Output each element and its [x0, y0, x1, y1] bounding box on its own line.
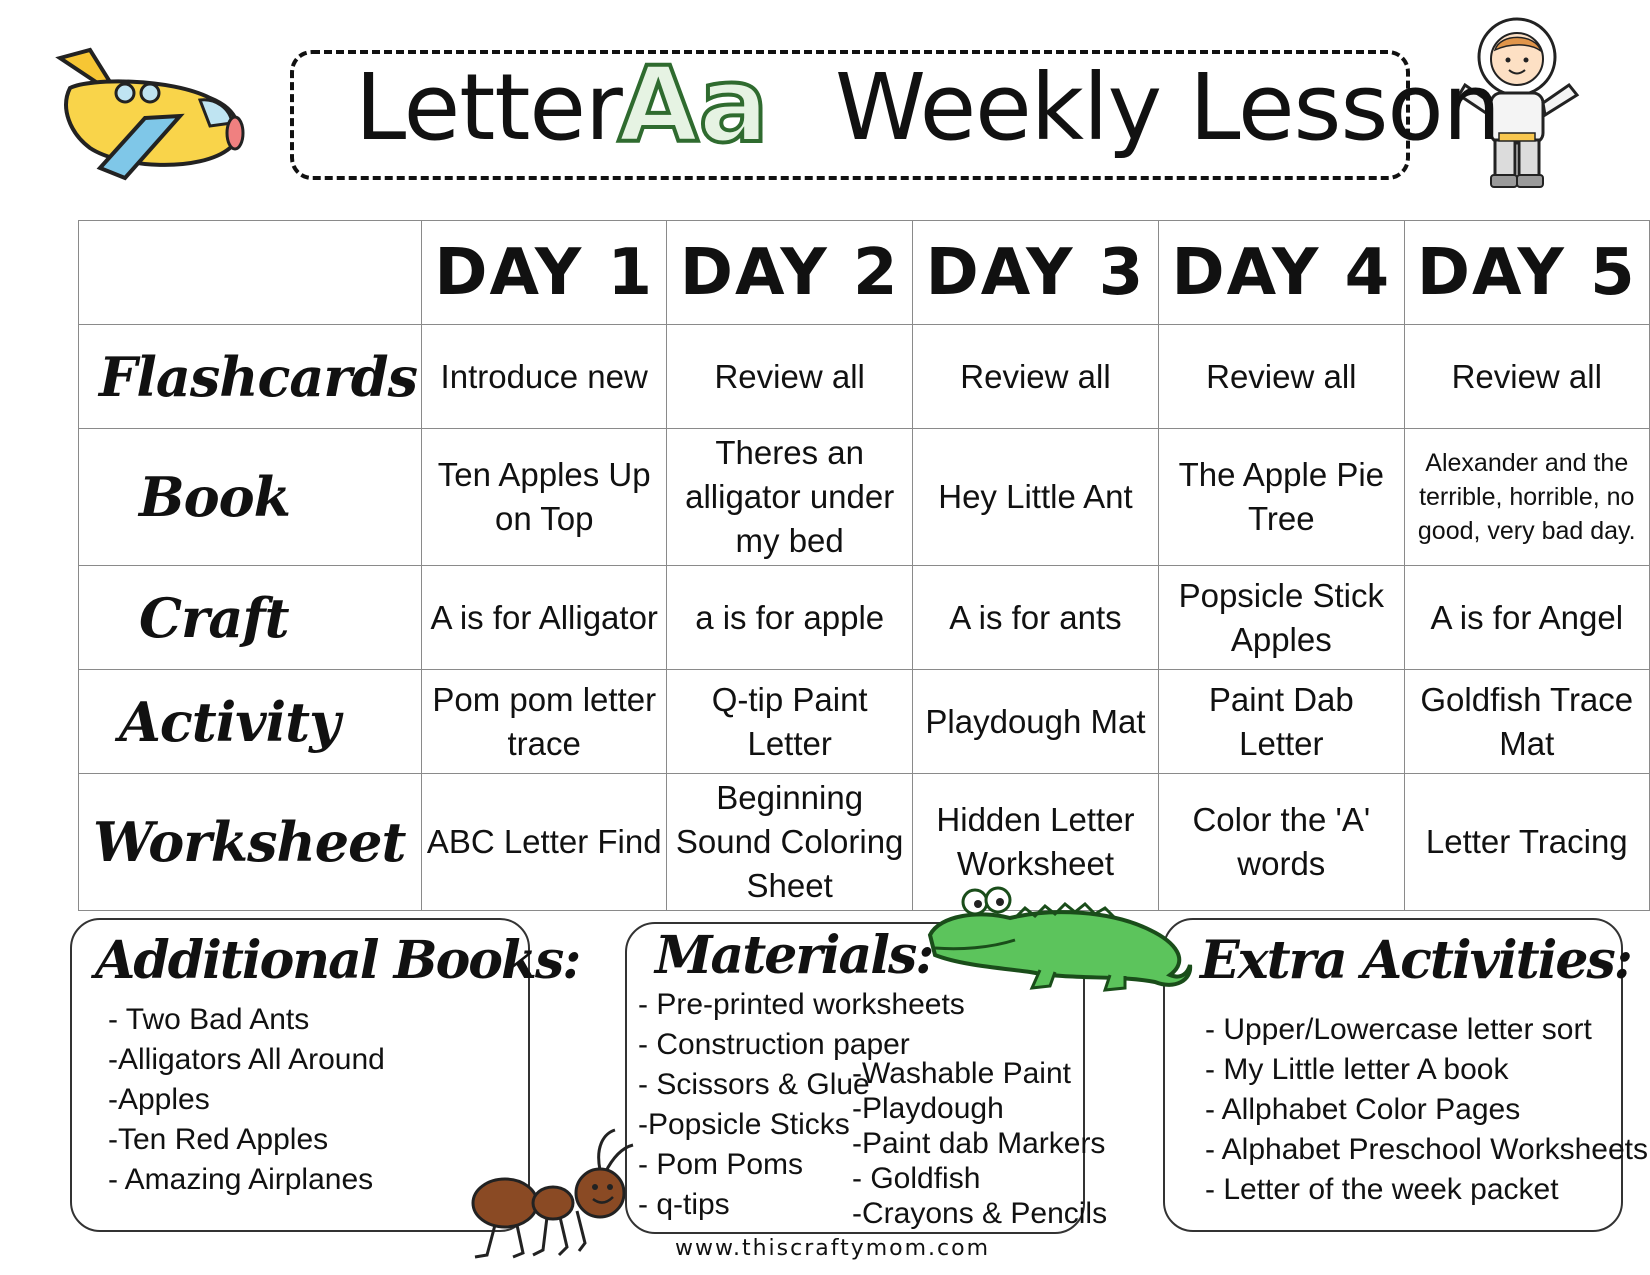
title-prefix: Letter: [355, 54, 622, 161]
day-header: DAY 3: [912, 221, 1158, 325]
list-item: -Popsicle Sticks: [638, 1108, 850, 1141]
table-cell: a is for apple: [667, 566, 912, 670]
table-cell: The Apple Pie Tree: [1159, 429, 1404, 566]
table-cell: Theres an alligator under my bed: [667, 429, 912, 566]
table-cell: Color the 'A' words: [1159, 774, 1404, 911]
table-row: [79, 429, 1650, 566]
table-row: [79, 325, 1650, 429]
table-cell: ABC Letter Find: [421, 774, 666, 911]
table-cell: Popsicle Stick Apples: [1159, 566, 1404, 670]
ant-icon: [465, 1125, 635, 1265]
row-label: Flashcards: [79, 325, 422, 429]
list-item: -Crayons & Pencils: [852, 1197, 1108, 1230]
list-item: - Letter of the week packet: [1205, 1173, 1559, 1206]
day-header: DAY 1: [421, 221, 666, 325]
table-cell: Review all: [912, 325, 1158, 429]
list-item: - Pom Poms: [638, 1148, 804, 1181]
table-cell: A is for ants: [912, 566, 1158, 670]
additional-books-title: Additional Books:: [95, 930, 580, 991]
row-label: Activity: [79, 670, 422, 774]
table-cell: A is for Alligator: [421, 566, 666, 670]
row-label: Worksheet: [79, 774, 422, 911]
lesson-table: [78, 220, 1650, 911]
table-row: [79, 670, 1650, 774]
day-header: DAY 4: [1159, 221, 1404, 325]
table-cell: Ten Apples Up on Top: [421, 429, 666, 566]
list-item: -Apples: [108, 1083, 210, 1116]
row-label: Book: [79, 429, 422, 566]
website-footer: www.thiscraftymom.com: [675, 1236, 991, 1261]
table-cell: A is for Angel: [1404, 566, 1649, 670]
table-cell: Letter Tracing: [1404, 774, 1649, 911]
materials-list-right: [852, 1056, 1107, 1231]
list-item: - Alphabet Preschool Worksheets: [1205, 1133, 1649, 1166]
list-item: - Goldfish: [852, 1162, 981, 1195]
table-cell: Goldfish Trace Mat: [1404, 670, 1649, 774]
extra-activities-list: [1205, 1010, 1648, 1210]
table-row: [79, 774, 1650, 911]
table-cell: Review all: [1404, 325, 1649, 429]
list-item: - Construction paper: [638, 1028, 910, 1061]
table-cell: Q-tip Paint Letter: [667, 670, 912, 774]
list-item: - Amazing Airplanes: [108, 1163, 374, 1196]
list-item: -Washable Paint: [852, 1057, 1071, 1090]
table-cell: Playdough Mat: [912, 670, 1158, 774]
table-row: [79, 566, 1650, 670]
list-item: - q-tips: [638, 1188, 730, 1221]
airplane-icon: [50, 38, 250, 188]
table-cell: Pom pom letter trace: [421, 670, 666, 774]
table-corner-cell: [79, 221, 422, 325]
list-item: -Ten Red Apples: [108, 1123, 329, 1156]
list-item: - Allphabet Color Pages: [1205, 1093, 1521, 1126]
table-cell: Review all: [667, 325, 912, 429]
table-cell: Beginning Sound Coloring Sheet: [667, 774, 912, 911]
table-header-row: [79, 221, 1650, 325]
title-suffix: Weekly Lesson: [835, 54, 1501, 161]
alligator-icon: [920, 880, 1195, 995]
extra-activities-title: Extra Activities:: [1200, 930, 1631, 991]
row-label: Craft: [79, 566, 422, 670]
table-cell: Paint Dab Letter: [1159, 670, 1404, 774]
title-letter: Aa: [618, 44, 769, 166]
table-cell: Alexander and the terrible, horrible, no good, very bad day.: [1404, 429, 1649, 566]
list-item: - Pre-printed worksheets: [638, 988, 965, 1021]
list-item: -Paint dab Markers: [852, 1127, 1106, 1160]
list-item: -Playdough: [852, 1092, 1004, 1125]
materials-title: Materials:: [655, 925, 933, 986]
list-item: -Alligators All Around: [108, 1043, 385, 1076]
day-header: DAY 2: [667, 221, 912, 325]
table-cell: Hey Little Ant: [912, 429, 1158, 566]
list-item: - Upper/Lowercase letter sort: [1205, 1013, 1592, 1046]
table-cell: Review all: [1159, 325, 1404, 429]
list-item: - My Little letter A book: [1205, 1053, 1509, 1086]
additional-books-list: [108, 1000, 385, 1200]
list-item: - Scissors & Glue: [638, 1068, 870, 1101]
list-item: - Two Bad Ants: [108, 1003, 310, 1036]
table-cell: Hidden Letter Worksheet: [912, 774, 1158, 911]
table-cell: Introduce new: [421, 325, 666, 429]
day-header: DAY 5: [1404, 221, 1649, 325]
